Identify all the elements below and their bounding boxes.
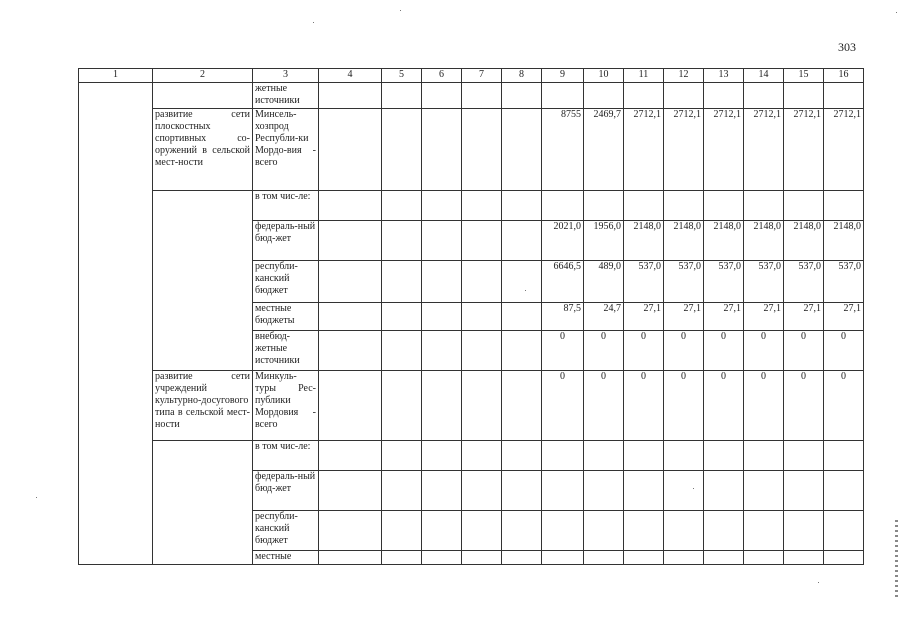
value-cell: 2021,0 <box>542 221 584 261</box>
header-cell: 7 <box>462 69 502 83</box>
empty-cell <box>462 331 502 371</box>
empty-cell <box>382 221 422 261</box>
funding-source: Минкуль-туры Рес-публики Мордовия - всего <box>253 371 319 441</box>
header-cell: 8 <box>502 69 542 83</box>
value-cell <box>824 191 864 221</box>
measure-description: развитие сети плоскостных спортивных со-оружений в сельской мест-ности <box>153 109 253 191</box>
value-cell <box>584 551 624 565</box>
empty-cell <box>502 221 542 261</box>
empty-cell <box>319 511 382 551</box>
table-row <box>79 441 864 471</box>
empty-cell <box>502 471 542 511</box>
value-cell <box>784 511 824 551</box>
empty-cell <box>462 471 502 511</box>
empty-cell <box>319 441 382 471</box>
value-cell <box>664 191 704 221</box>
value-cell: 537,0 <box>664 261 704 303</box>
value-cell: 537,0 <box>744 261 784 303</box>
empty-cell <box>319 109 382 191</box>
empty-cell <box>462 83 502 109</box>
header-cell: 5 <box>382 69 422 83</box>
empty-cell <box>382 441 422 471</box>
value-cell <box>824 441 864 471</box>
value-cell: 2712,1 <box>624 109 664 191</box>
value-cell <box>542 511 584 551</box>
value-cell <box>744 471 784 511</box>
empty-cell <box>422 109 462 191</box>
value-cell: 1956,0 <box>584 221 624 261</box>
empty-cell <box>422 551 462 565</box>
value-cell <box>584 191 624 221</box>
value-cell: 0 <box>664 331 704 371</box>
header-cell: 4 <box>319 69 382 83</box>
value-cell: 24,7 <box>584 303 624 331</box>
funding-source: Минсель-хозпрод Республи-ки Мордо-вия - всего <box>253 109 319 191</box>
value-cell: 0 <box>784 331 824 371</box>
empty-cell <box>382 261 422 303</box>
value-cell <box>704 471 744 511</box>
empty-cell <box>502 191 542 221</box>
value-cell: 0 <box>542 371 584 441</box>
value-cell: 0 <box>624 371 664 441</box>
funding-source: республи-канский бюджет <box>253 511 319 551</box>
value-cell: 27,1 <box>744 303 784 331</box>
value-cell: 8755 <box>542 109 584 191</box>
value-cell: 27,1 <box>824 303 864 331</box>
value-cell: 0 <box>584 371 624 441</box>
value-cell: 0 <box>824 331 864 371</box>
funding-source: местные <box>253 551 319 565</box>
value-cell <box>744 441 784 471</box>
empty-cell <box>422 191 462 221</box>
value-cell <box>744 511 784 551</box>
value-cell <box>704 83 744 109</box>
measure-description-cont <box>153 441 253 565</box>
value-cell <box>624 551 664 565</box>
header-cell: 15 <box>784 69 824 83</box>
empty-cell <box>382 471 422 511</box>
empty-cell <box>462 261 502 303</box>
value-cell: 2148,0 <box>664 221 704 261</box>
value-cell <box>664 511 704 551</box>
value-cell <box>624 511 664 551</box>
empty-cell <box>462 441 502 471</box>
value-cell <box>784 191 824 221</box>
value-cell <box>542 471 584 511</box>
value-cell <box>824 511 864 551</box>
empty-cell <box>502 261 542 303</box>
value-cell <box>624 83 664 109</box>
funding-source: жетные источники <box>253 83 319 109</box>
header-cell: 6 <box>422 69 462 83</box>
empty-cell <box>422 441 462 471</box>
value-cell: 537,0 <box>784 261 824 303</box>
value-cell <box>664 471 704 511</box>
empty-cell <box>502 109 542 191</box>
funding-source: в том чис-ле: <box>253 191 319 221</box>
value-cell: 27,1 <box>704 303 744 331</box>
budget-table <box>78 68 864 565</box>
header-cell: 14 <box>744 69 784 83</box>
value-cell: 0 <box>824 371 864 441</box>
funding-source: местные бюджеты <box>253 303 319 331</box>
empty-cell <box>502 303 542 331</box>
value-cell <box>664 83 704 109</box>
value-cell: 2712,1 <box>744 109 784 191</box>
value-cell <box>624 471 664 511</box>
header-cell: 11 <box>624 69 664 83</box>
empty-cell <box>422 471 462 511</box>
funding-source: республи-канский бюджет <box>253 261 319 303</box>
value-cell <box>542 551 584 565</box>
value-cell: 537,0 <box>824 261 864 303</box>
value-cell: 2148,0 <box>784 221 824 261</box>
header-cell: 1 <box>79 69 153 83</box>
empty-cell <box>382 371 422 441</box>
empty-cell <box>422 331 462 371</box>
value-cell <box>784 551 824 565</box>
funding-source: федераль-ный бюд-жет <box>253 471 319 511</box>
empty-cell <box>462 191 502 221</box>
value-cell: 2712,1 <box>784 109 824 191</box>
value-cell: 0 <box>744 371 784 441</box>
empty-cell <box>319 221 382 261</box>
funding-source: в том чис-ле: <box>253 441 319 471</box>
value-cell <box>624 441 664 471</box>
value-cell: 0 <box>542 331 584 371</box>
empty-cell <box>382 551 422 565</box>
value-cell <box>824 551 864 565</box>
empty-cell <box>502 83 542 109</box>
empty-cell <box>462 511 502 551</box>
empty-cell <box>319 551 382 565</box>
value-cell <box>784 441 824 471</box>
value-cell <box>664 551 704 565</box>
value-cell: 2148,0 <box>624 221 664 261</box>
measure-description <box>153 83 253 109</box>
value-cell <box>704 441 744 471</box>
empty-cell <box>319 371 382 441</box>
value-cell <box>704 551 744 565</box>
empty-cell <box>319 331 382 371</box>
empty-cell <box>502 511 542 551</box>
value-cell: 0 <box>584 331 624 371</box>
empty-cell <box>462 551 502 565</box>
empty-cell <box>422 511 462 551</box>
value-cell: 2148,0 <box>744 221 784 261</box>
value-cell <box>744 551 784 565</box>
value-cell: 537,0 <box>704 261 744 303</box>
value-cell <box>584 471 624 511</box>
value-cell: 0 <box>624 331 664 371</box>
value-cell <box>584 441 624 471</box>
empty-cell <box>422 83 462 109</box>
empty-cell <box>382 511 422 551</box>
empty-cell <box>462 303 502 331</box>
value-cell <box>704 191 744 221</box>
empty-cell <box>382 83 422 109</box>
header-cell: 12 <box>664 69 704 83</box>
value-cell <box>542 191 584 221</box>
empty-cell <box>319 191 382 221</box>
empty-cell <box>422 371 462 441</box>
value-cell <box>542 83 584 109</box>
empty-cell <box>422 261 462 303</box>
table-row <box>79 109 864 191</box>
empty-cell <box>502 371 542 441</box>
empty-cell <box>319 303 382 331</box>
table-row <box>79 191 864 221</box>
empty-cell <box>462 109 502 191</box>
measure-description-cont <box>153 191 253 371</box>
value-cell <box>584 83 624 109</box>
empty-cell <box>382 109 422 191</box>
page-number: 303 <box>838 40 856 54</box>
value-cell <box>744 83 784 109</box>
value-cell: 2469,7 <box>584 109 624 191</box>
value-cell: 2148,0 <box>824 221 864 261</box>
header-cell: 13 <box>704 69 744 83</box>
table-row <box>79 371 864 441</box>
value-cell: 27,1 <box>664 303 704 331</box>
header-cell: 3 <box>253 69 319 83</box>
scan-edge-mark <box>895 520 898 600</box>
value-cell: 27,1 <box>624 303 664 331</box>
header-row <box>79 69 864 83</box>
empty-cell <box>422 221 462 261</box>
value-cell: 0 <box>664 371 704 441</box>
value-cell <box>664 441 704 471</box>
value-cell: 0 <box>704 331 744 371</box>
empty-cell <box>462 221 502 261</box>
value-cell: 489,0 <box>584 261 624 303</box>
value-cell: 0 <box>744 331 784 371</box>
value-cell: 0 <box>784 371 824 441</box>
empty-cell <box>462 371 502 441</box>
header-cell: 10 <box>584 69 624 83</box>
empty-cell <box>319 83 382 109</box>
value-cell: 2712,1 <box>704 109 744 191</box>
header-cell: 2 <box>153 69 253 83</box>
value-cell: 2712,1 <box>824 109 864 191</box>
header-cell: 16 <box>824 69 864 83</box>
empty-cell <box>502 441 542 471</box>
empty-cell <box>319 261 382 303</box>
col1-cell <box>79 83 153 565</box>
value-cell <box>542 441 584 471</box>
empty-cell <box>382 331 422 371</box>
value-cell <box>584 511 624 551</box>
value-cell: 0 <box>704 371 744 441</box>
empty-cell <box>502 551 542 565</box>
value-cell: 2712,1 <box>664 109 704 191</box>
funding-source: внебюд-жетные источники <box>253 331 319 371</box>
empty-cell <box>382 303 422 331</box>
value-cell <box>784 83 824 109</box>
value-cell <box>704 511 744 551</box>
value-cell: 537,0 <box>624 261 664 303</box>
funding-source: федераль-ный бюд-жет <box>253 221 319 261</box>
value-cell <box>744 191 784 221</box>
empty-cell <box>382 191 422 221</box>
value-cell: 87,5 <box>542 303 584 331</box>
empty-cell <box>502 331 542 371</box>
header-cell: 9 <box>542 69 584 83</box>
value-cell <box>824 83 864 109</box>
empty-cell <box>319 471 382 511</box>
value-cell: 27,1 <box>784 303 824 331</box>
value-cell: 2148,0 <box>704 221 744 261</box>
empty-cell <box>422 303 462 331</box>
value-cell <box>624 191 664 221</box>
value-cell: 6646,5 <box>542 261 584 303</box>
table-row <box>79 83 864 109</box>
value-cell <box>784 471 824 511</box>
measure-description: развитие сети учреждений культурно-досугового типа в сельской мест-ности <box>153 371 253 441</box>
value-cell <box>824 471 864 511</box>
